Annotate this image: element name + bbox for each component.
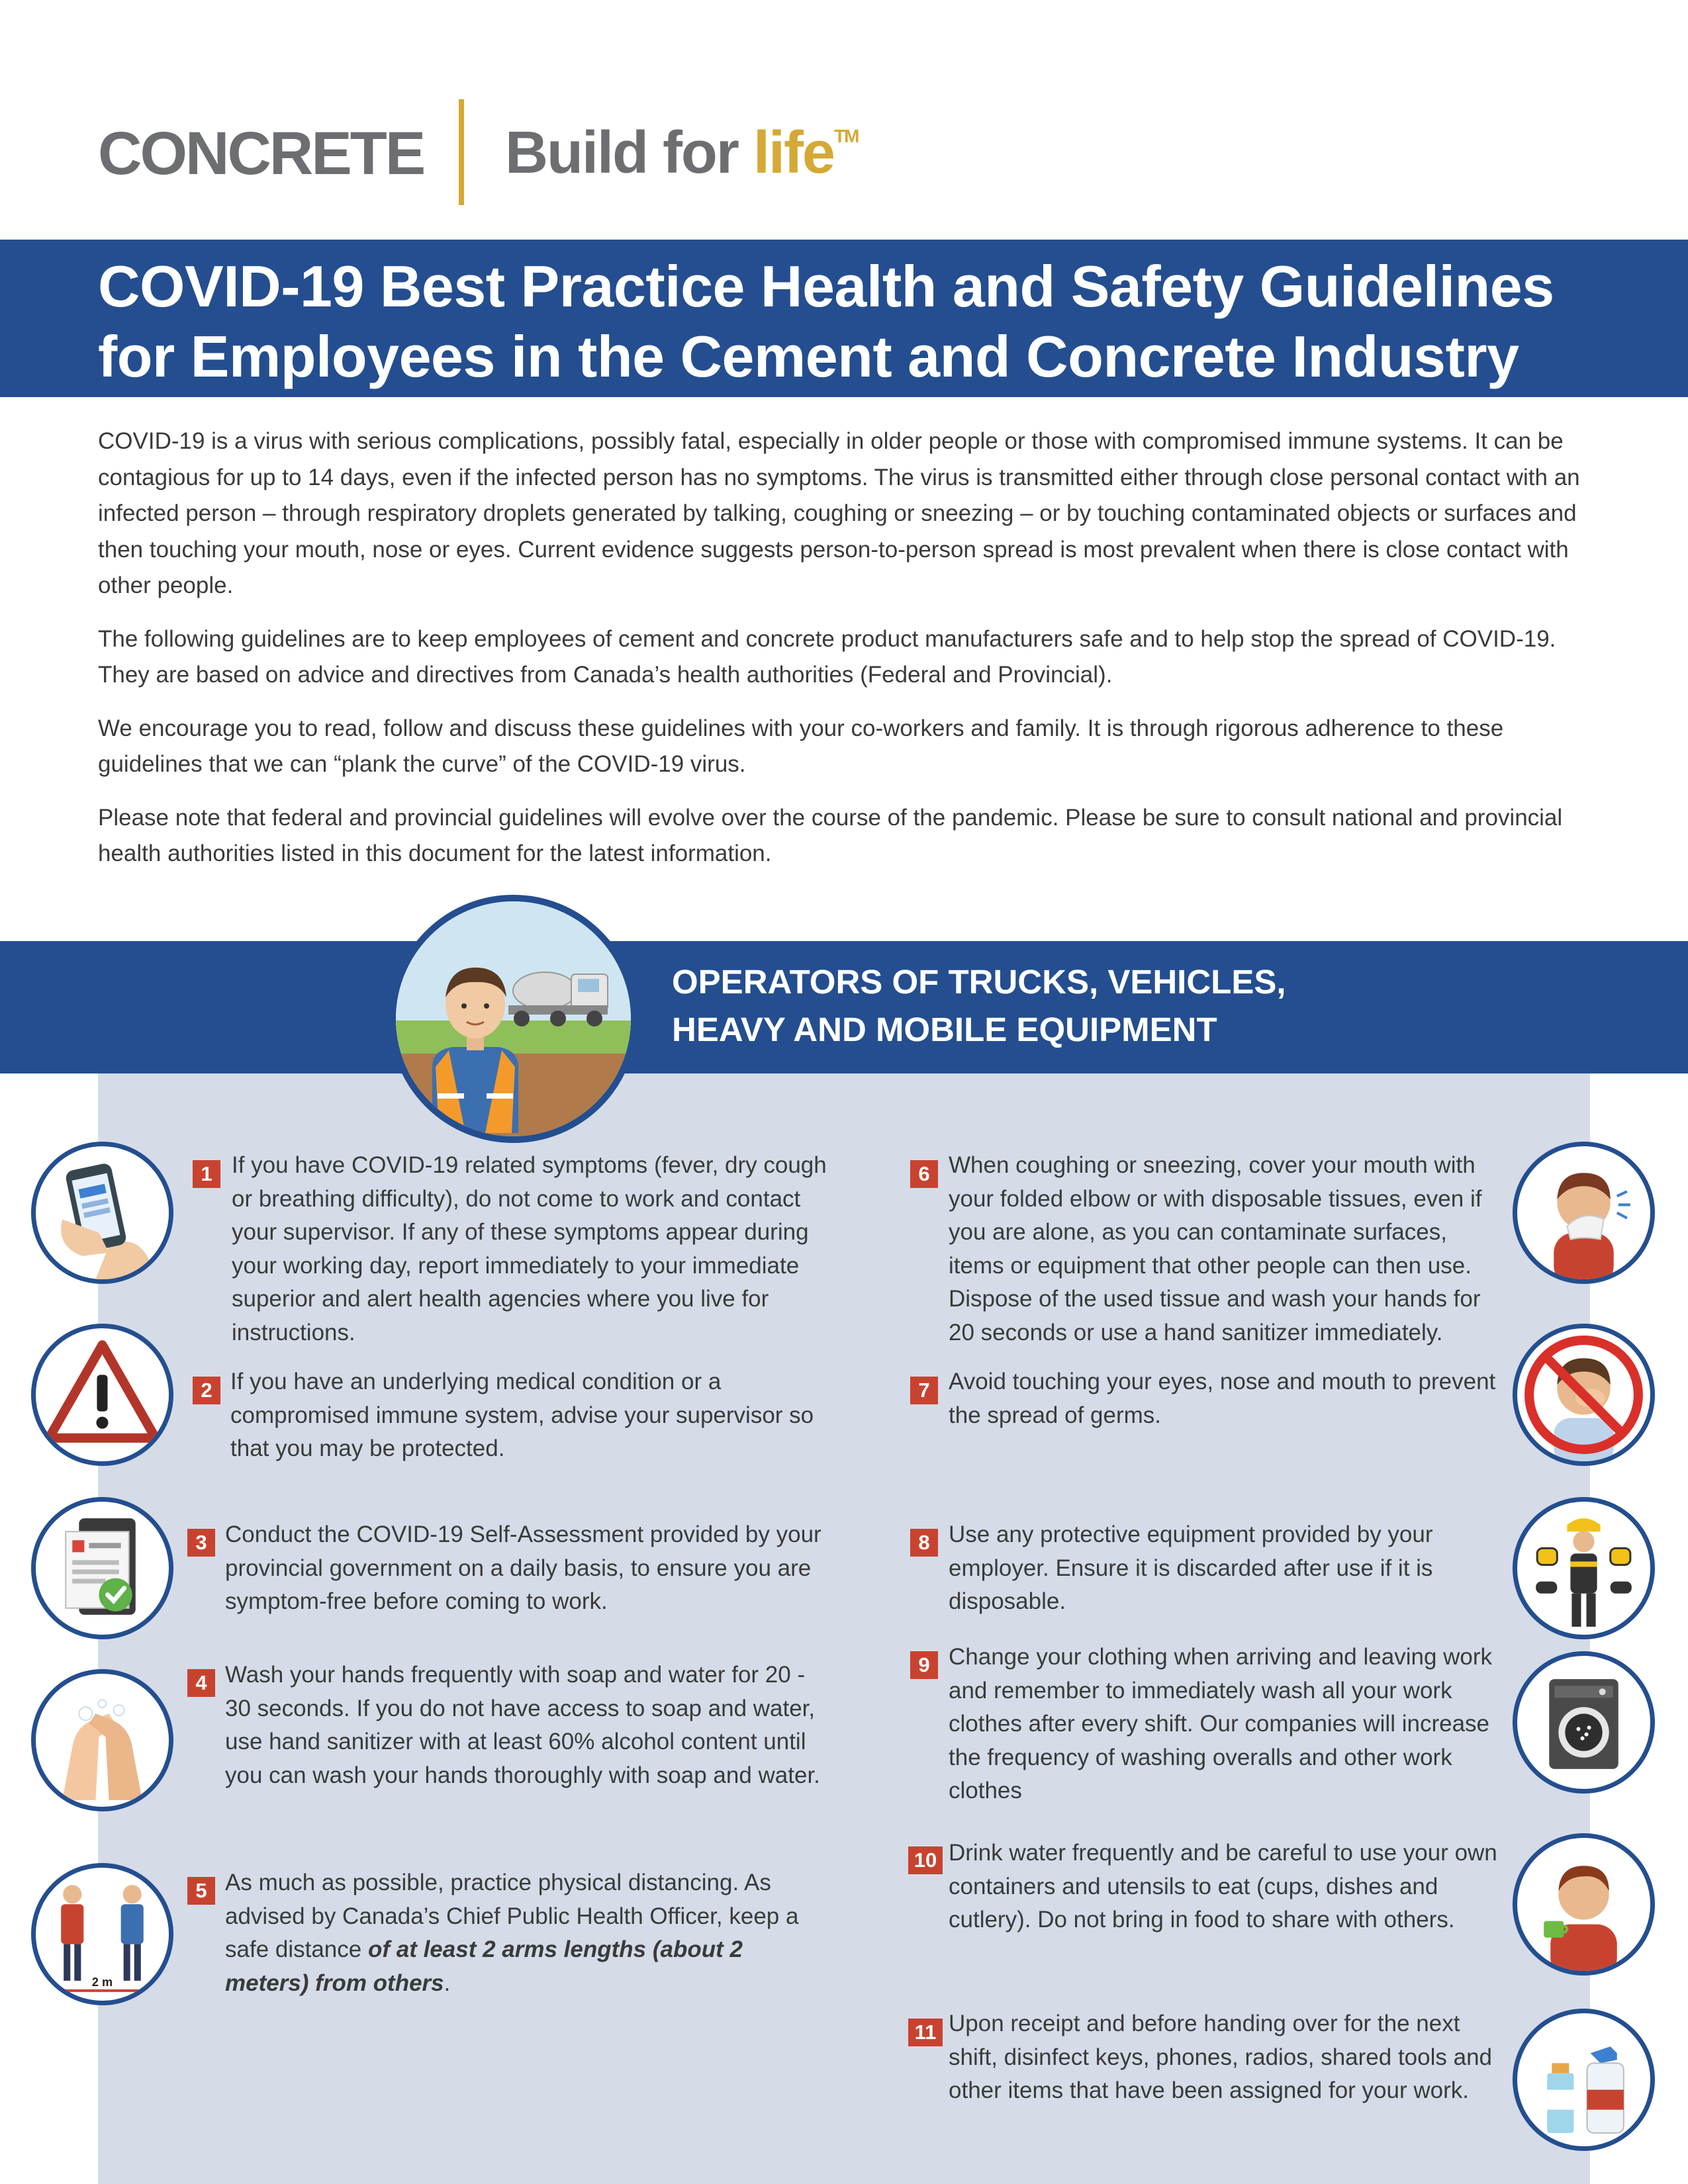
- intro-paragraph: We encourage you to read, follow and discuss these guidelines with your co-workers and family. It is through rigorous adherence to these guidelines that we can “plank the curve” of the COVID-19 virus.: [98, 715, 1504, 777]
- item-number: 8: [910, 1529, 938, 1557]
- ppe-icon: [1513, 1497, 1655, 1639]
- no-face-touch-icon: [1513, 1324, 1655, 1466]
- item-number: 6: [910, 1160, 938, 1188]
- guideline-text-part: As much as possible, practice physical distancing. As advised by Canada’s Chief Public Health Officer, keep a safe distance: [225, 1870, 799, 1962]
- truck-operator-illustration: [389, 895, 637, 1143]
- logo-divider: [459, 99, 464, 205]
- title-banner: [0, 240, 1688, 397]
- truck-operator-icon: [396, 901, 631, 1136]
- washing-machine-icon: [1513, 1651, 1655, 1794]
- distancing-icon: [31, 1863, 173, 2005]
- guideline-text: [225, 1866, 821, 2000]
- section-heading-line-2: HEAVY AND MOBILE EQUIPMENT: [672, 1011, 1217, 1048]
- checklist-icon: [31, 1497, 173, 1639]
- item-number: 11: [908, 2019, 943, 2046]
- item-number: 1: [193, 1160, 220, 1188]
- warning-icon: [31, 1324, 173, 1466]
- guideline-text: When coughing or sneezing, cover your mouth with your folded elbow or with disposable tissues, even if you are alone, as you can contaminate surfaces, items or equipment that other people can then use. Dispose of the used tissue and wash your hands for 20 seconds or use a hand sanitizer immediately.: [949, 1152, 1482, 1345]
- guideline-text: If you have an underlying medical condition or a compromised immune system, advise your supervisor so that you may be protected.: [230, 1369, 814, 1461]
- page-title: [98, 251, 1620, 392]
- item-number: 9: [910, 1651, 938, 1679]
- item-number: 10: [908, 1846, 943, 1874]
- guideline-text: Upon receipt and before handing over for the next shift, disinfect keys, phones, radios, shared tools and other items that have been assigned for your work.: [949, 2011, 1493, 2103]
- smartphone-icon: [31, 1142, 173, 1284]
- disinfectant-icon: [1513, 2009, 1655, 2151]
- intro-paragraph: The following guidelines are to keep employees of cement and concrete product manufacturers safe and to help stop the spread of COVID-19. They are based on advice and directives from Canada’s health authorities (Federal and Provincial).: [98, 625, 1556, 688]
- guideline-text: Drink water frequently and be careful to use your own containers and utensils to eat (cups, dishes and cutlery). Do not bring in food to share with others.: [949, 1840, 1497, 1933]
- title-line-1: COVID-19 Best Practice Health and Safety Guidelines: [98, 253, 1554, 319]
- tagline-accent: life: [753, 120, 834, 186]
- intro-paragraph: COVID-19 is a virus with serious complications, possibly fatal, especially in older people or those with compromised immune systems. It can be contagious for up to 14 days, even if the infected person has no symptoms. The virus is transmitted either through close personal contact with an infected person – through respiratory droplets generated by talking, coughing or sneezing – or by touching contaminated objects or surfaces and then touching your mouth, nose or eyes. Current evidence suggests person-to-person spread is most prevalent when there is close contact with other people.: [98, 428, 1580, 598]
- item-number: 7: [910, 1377, 938, 1404]
- handwash-icon: [31, 1669, 173, 1811]
- brand-tagline: [505, 119, 858, 187]
- item-number: 5: [187, 1877, 215, 1905]
- brand-name: CONCRETE: [98, 120, 424, 187]
- drinking-icon: [1513, 1833, 1655, 1976]
- guideline-text: Change your clothing when arriving and leaving work and remember to immediately wash all your work clothes after every shift. Our companies will increase the frequency of washing overalls and other work clothes: [949, 1644, 1493, 1803]
- sneeze-icon: [1513, 1142, 1655, 1284]
- item-number: 2: [193, 1377, 220, 1404]
- guideline-text: Use any protective equipment provided by your employer. Ensure it is discarded after use if it is disposable.: [949, 1522, 1433, 1614]
- guideline-text: Conduct the COVID-19 Self-Assessment provided by your provincial government on a daily basis, to ensure you are symptom-free before coming to work.: [225, 1522, 821, 1614]
- section-heading-line-1: OPERATORS OF TRUCKS, VEHICLES,: [672, 963, 1286, 1001]
- guideline-text: If you have COVID-19 related symptoms (fever, dry cough or breathing difficulty), do not come to work and contact your supervisor. If any of these symptoms appear during your working day, report immediately to your immediate superior and alert health agencies where you live for instructions.: [232, 1152, 827, 1345]
- trademark: TM: [833, 126, 859, 146]
- guideline-text-part: .: [444, 1970, 451, 1996]
- guideline-text: Wash your hands frequently with soap and water for 20 - 30 seconds. If you do not have access to soap and water, use hand sanitizer with at least 60% alcohol content until you can wash your hands thoroughly with soap and water.: [225, 1662, 820, 1788]
- distance-label: 2 m: [91, 1975, 113, 1989]
- section-heading: [672, 958, 1286, 1054]
- tagline-prefix: Build for: [505, 120, 753, 186]
- guideline-emphasis: of at least 2 arms lengths (about 2 meters) from others: [225, 1936, 743, 1996]
- title-line-2: for Employees in the Cement and Concrete Industry: [98, 324, 1519, 389]
- intro-paragraph: Please note that federal and provincial guidelines will evolve over the course of the pandemic. Please be sure to consult national and provincial health authorities listed in this document for the latest information.: [98, 804, 1563, 866]
- intro: [98, 424, 1594, 889]
- item-number: 4: [187, 1669, 215, 1697]
- guideline-text: Avoid touching your eyes, nose and mouth to prevent the spread of germs.: [949, 1369, 1496, 1428]
- item-number: 3: [187, 1529, 215, 1557]
